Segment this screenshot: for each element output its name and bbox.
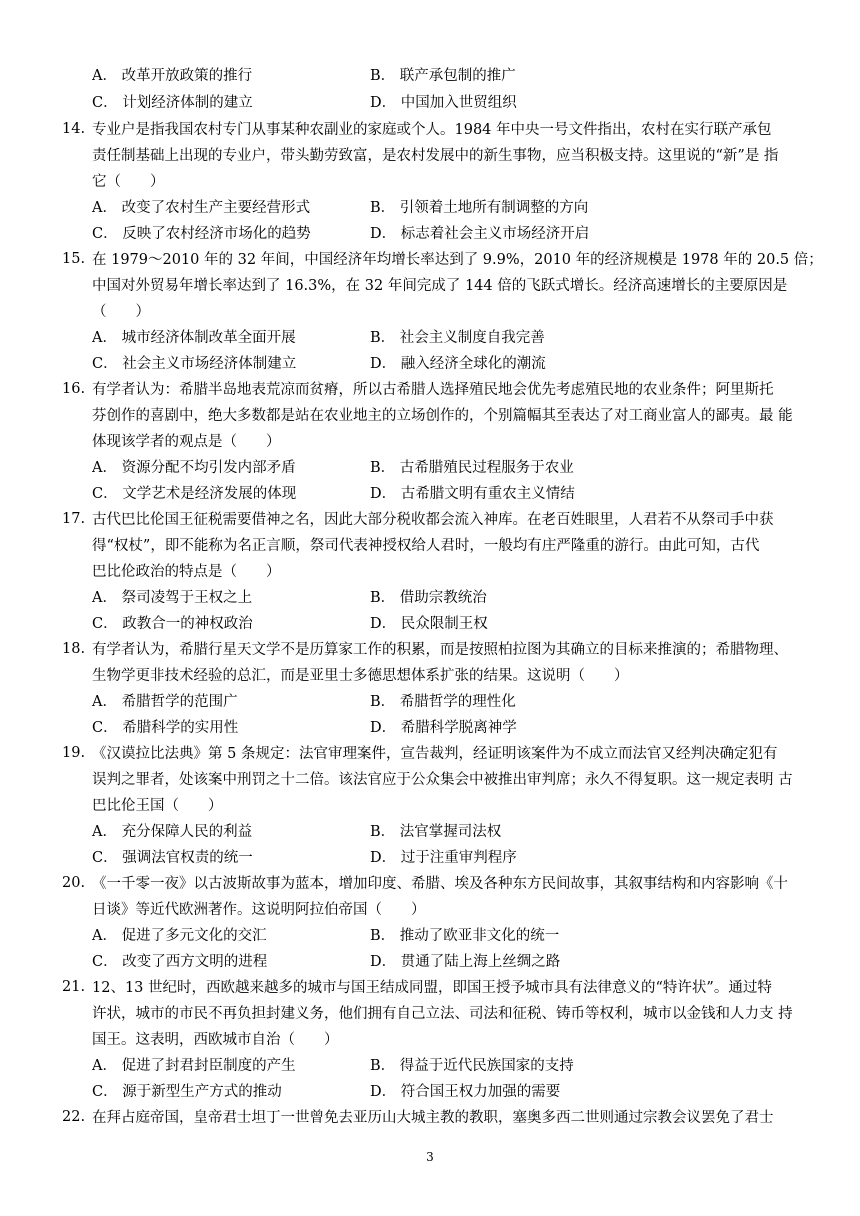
option-d: D． 民众限制王权 (370, 616, 488, 632)
option-b: B． 推动了欧亚非文化的统一 (370, 928, 560, 944)
question-text-line: 误判之罪者，处该案中刑罚之十二倍。该法官应于公众集会中被推出审判席；永久不得复职。这一规定表明 古 (92, 772, 793, 788)
question-text-line: 巴比伦王国（ ） (92, 798, 223, 814)
question-text-line: 《一千零一夜》以古波斯故事为蓝本，增加印度、希腊、埃及各种东方民间故事，其叙事结构和内容影响《十 (92, 876, 788, 892)
option-d: D． 古希腊文明有重农主义情结 (370, 486, 575, 502)
question-text-line: 日谈》等近代欧洲著作。这说明阿拉伯帝国（ ） (92, 902, 426, 918)
option-d: D． 融入经济全球化的潮流 (370, 356, 546, 372)
option-a: A． 祭司凌驾于王权之上 (92, 590, 253, 606)
question-text-line: 中国对外贸易年增长率达到了 16.3%，在 32 年间完成了 144 倍的飞跃式增长。经济高速增长的主要原因是 (92, 278, 788, 294)
option-b: B． 法官掌握司法权 (370, 824, 502, 840)
question-text-line: 得“权杖”，即不能称为名正言顺，祭司代表神授权给人君时，一般均有庄严隆重的游行。由此可知，古代 (92, 538, 760, 554)
question-number: 22. (62, 1109, 86, 1125)
option-a: A． 充分保障人民的利益 (92, 824, 253, 840)
question-number: 17. (62, 511, 86, 527)
option-b: B． 古希腊殖民过程服务于农业 (370, 460, 574, 476)
option-c: C． 改变了西方文明的进程 (92, 954, 268, 970)
question-text-line: 生物学更非技术经验的总汇，而是亚里士多德思想体系扩张的结果。这说明（ ） (92, 668, 629, 684)
option-b: B． 社会主义制度自我完善 (370, 330, 545, 346)
option-a: A． 促进了封君封臣制度的产生 (92, 1058, 296, 1074)
option-a: A． 资源分配不均引发内部矛盾 (92, 460, 296, 476)
question-number: 16. (62, 381, 86, 397)
option-b: B． 引领着土地所有制调整的方向 (370, 200, 589, 216)
question-text-line: 体现该学者的观点是（ ） (92, 434, 281, 450)
option-b: B． 得益于近代民族国家的支持 (370, 1058, 574, 1074)
question-number: 19. (62, 745, 86, 761)
question-number: 15. (62, 251, 86, 267)
question-text-line: 巴比伦政治的特点是（ ） (92, 564, 281, 580)
question-number: 21. (62, 979, 86, 995)
option-c: C． 政教合一的神权政治 (92, 616, 253, 632)
question-number: 18. (62, 641, 86, 657)
option-c: C． 源于新型生产方式的推动 (92, 1084, 282, 1100)
question-text-line: 芬创作的喜剧中，绝大多数都是站在农业地主的立场创作的，个别篇幅其至表达了对工商业富人的鄙夷。最 能 (92, 408, 793, 424)
option-d: D． 标志着社会主义市场经济开启 (370, 226, 590, 242)
option-c: C． 强调法官权责的统一 (92, 850, 253, 866)
option-c: C． 反映了农村经济市场化的趋势 (92, 226, 311, 242)
option-d: D． 贯通了陆上海上丝绸之路 (370, 954, 561, 970)
option-a: A． 希腊哲学的范围广 (92, 694, 238, 710)
option-a: A． 改变了农村生产主要经营形式 (92, 200, 311, 216)
top-option-c: C． 计划经济体制的建立 (92, 95, 253, 111)
question-text-line: 《汉谟拉比法典》第 5 条规定：法官审理案件，宣告裁判，经证明该案件为不成立而法官又经判决确定犯有 (92, 746, 778, 762)
question-text-line: 古代巴比伦国王征税需要借神之名，因此大部分税收都会流入神库。在老百姓眼里，人君若不从祭司手中获 (92, 512, 774, 528)
question-text-line: 它（ ） (92, 174, 165, 190)
question-number: 14. (62, 121, 86, 137)
option-c: C． 社会主义市场经济体制建立 (92, 356, 297, 372)
option-b: B． 希腊哲学的理性化 (370, 694, 516, 710)
question-text-line: 有学者认为，希腊行星天文学不是历算家工作的积累，而是按照柏拉图为其确立的目标来推演的；希腊物理、 (92, 642, 788, 658)
question-text-line: 在 1979～2010 年的 32 年间，中国经济年均增长率达到了 9.9%，2010 年的经济规模是 1978 年的 20.5 倍； (92, 252, 823, 268)
question-text-line: 12、13 世纪时，西欧越来越多的城市与国王结成同盟，即国王授予城市具有法律意义的“特许状”。通过特 (92, 980, 772, 996)
option-d: D． 希腊科学脱离神学 (370, 720, 517, 736)
question-text-line: （ ） (92, 304, 150, 320)
question-text-line: 在拜占庭帝国，皇帝君士坦丁一世曾免去亚历山大城主教的教职，塞奥多西二世则通过宗教会议罢免了君士 (92, 1110, 774, 1126)
question-number: 20. (62, 875, 86, 891)
top-option-b: B． 联产承包制的推广 (370, 68, 516, 84)
option-c: C． 希腊科学的实用性 (92, 720, 239, 736)
option-d: D． 过于注重审判程序 (370, 850, 517, 866)
option-c: C． 文学艺术是经济发展的体现 (92, 486, 297, 502)
question-text-line: 国王。这表明，西欧城市自治（ ） (92, 1032, 339, 1048)
question-text-line: 专业户是指我国农村专门从事某种农副业的家庭或个人。1984 年中央一号文件指出，农村在实行联产承包 (92, 122, 772, 138)
option-b: B． 借助宗教统治 (370, 590, 487, 606)
top-option-a: A． 改革开放政策的推行 (92, 68, 253, 84)
option-d: D． 符合国王权力加强的需要 (370, 1084, 561, 1100)
option-a: A． 促进了多元文化的交汇 (92, 928, 267, 944)
question-text-line: 责任制基础上出现的专业户，带头勤劳致富，是农村发展中的新生事物，应当积极支持。这里说的“新”是 指 (92, 148, 779, 164)
question-text-line: 有学者认为：希腊半岛地表荒凉而贫瘠，所以古希腊人选择殖民地会优先考虑殖民地的农业条件；阿里斯托 (92, 382, 774, 398)
page-number: 3 (426, 1150, 434, 1164)
question-text-line: 许状，城市的市民不再负担封建义务，他们拥有自己立法、司法和征税、铸币等权利，城市以金钱和人力支 持 (92, 1006, 793, 1022)
option-a: A． 城市经济体制改革全面开展 (92, 330, 296, 346)
top-option-d: D． 中国加入世贸组织 (370, 95, 517, 111)
